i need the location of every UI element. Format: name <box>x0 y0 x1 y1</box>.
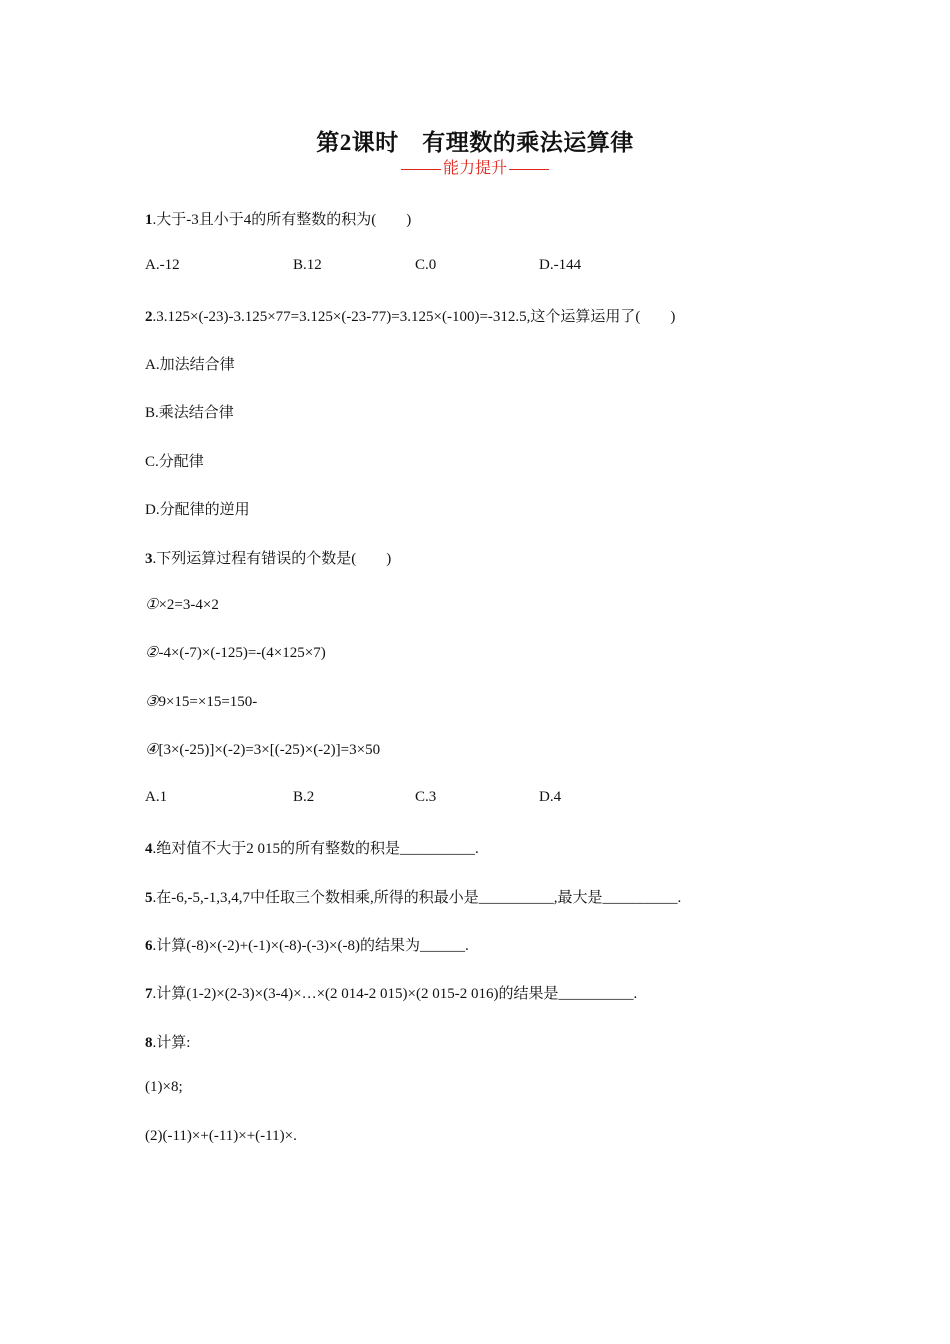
q2-option-a: A.加法结合律 <box>145 357 235 373</box>
question-number: 6 <box>145 938 153 954</box>
q3-item-4 <box>145 740 380 759</box>
question-number: 1 <box>145 212 153 228</box>
q8-part-1: (1)×8; <box>145 1079 183 1095</box>
q2-option-c: C.分配律 <box>145 454 204 470</box>
question-text: .计算(-8)×(-2)+(-1)×(-8)-(-3)×(-8)的结果为______. <box>152 938 469 954</box>
item-text: ×2=3-4×2 <box>158 597 219 613</box>
q8-part-2: (2)(-11)×+(-11)×+(-11)×. <box>145 1128 297 1144</box>
question-6 <box>145 934 469 955</box>
q2-option-d: D.分配律的逆用 <box>145 502 250 518</box>
question-7 <box>145 982 637 1003</box>
q1-option-c: C.0 <box>415 257 437 273</box>
q3-option-c: C.3 <box>415 789 437 805</box>
question-number: 7 <box>145 986 153 1002</box>
q3-item-1 <box>145 595 219 614</box>
question-text: .下列运算过程有错误的个数是( ) <box>152 551 392 567</box>
question-text: .大于-3且小于4的所有整数的积为( ) <box>152 212 412 228</box>
question-number: 5 <box>145 890 153 906</box>
q1-option-d: D.-144 <box>539 257 582 273</box>
item-text: 9×15=×15=150- <box>158 694 258 710</box>
item-marker: ② <box>145 645 159 661</box>
q3-option-a: A.1 <box>145 789 168 805</box>
q3-option-d: D.4 <box>539 789 562 805</box>
q3-item-3 <box>145 692 257 711</box>
question-5 <box>145 886 681 907</box>
question-text: .在-6,-5,-1,3,4,7中任取三个数相乘,所得的积最小是__________,最大是__________. <box>152 890 682 906</box>
subtitle-right-rule <box>509 169 549 170</box>
item-marker: ① <box>145 597 159 613</box>
question-text: .计算: <box>152 1035 191 1051</box>
subtitle-text: 能力提升 <box>442 160 507 177</box>
question-text: .3.125×(-23)-3.125×77=3.125×(-23-77)=3.125×(-100)=-312.5,这个运算运用了( ) <box>152 309 676 325</box>
q3-option-b: B.2 <box>293 789 315 805</box>
q3-item-2 <box>145 643 326 662</box>
q1-option-a: A.-12 <box>145 257 180 273</box>
question-text: .绝对值不大于2 015的所有整数的积是__________. <box>152 841 479 857</box>
question-number: 3 <box>145 551 153 567</box>
question-text: .计算(1-2)×(2-3)×(3-4)×…×(2 014-2 015)×(2 015-2 016)的结果是__________. <box>152 986 638 1002</box>
page-title: 第2课时 有理数的乘法运算律 <box>316 130 634 155</box>
question-number: 8 <box>145 1035 153 1051</box>
question-number: 2 <box>145 309 153 325</box>
question-4 <box>145 837 479 858</box>
item-text: -4×(-7)×(-125)=-(4×125×7) <box>158 645 326 661</box>
subtitle-left-rule <box>401 169 441 170</box>
question-1 <box>145 208 411 229</box>
item-text: [3×(-25)]×(-2)=3×[(-25)×(-2)]=3×50 <box>158 742 381 758</box>
item-marker: ③ <box>145 694 159 710</box>
question-number: 4 <box>145 841 153 857</box>
q2-option-b: B.乘法结合律 <box>145 405 234 421</box>
question-3 <box>145 547 391 568</box>
question-2 <box>145 305 675 326</box>
item-marker: ④ <box>145 742 159 758</box>
q1-option-b: B.12 <box>293 257 322 273</box>
section-subtitle <box>0 155 950 178</box>
question-8 <box>145 1031 190 1052</box>
